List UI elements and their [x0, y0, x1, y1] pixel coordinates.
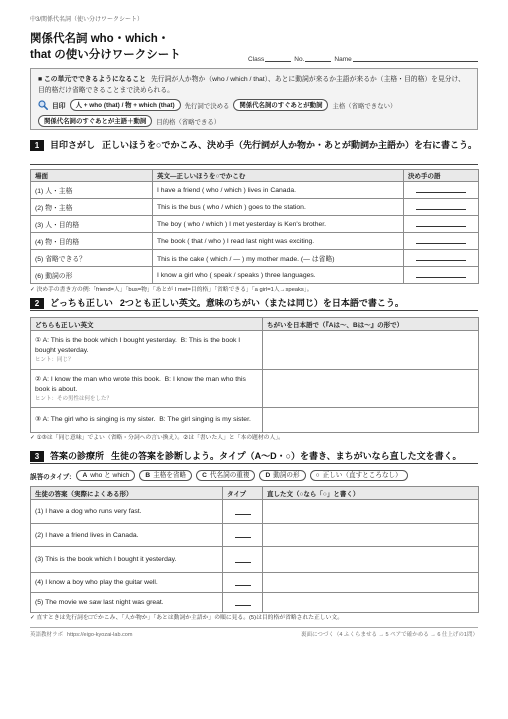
rule-pill-object-case: 関係代名詞のすぐあとが主語＋動詞: [38, 115, 152, 127]
table-header-row: [31, 487, 479, 500]
goal-heading: ■ この単元でできるようになること: [38, 76, 146, 83]
sentence-cell: This is the cake ( which / — ) my mother made. (— は省略): [153, 250, 404, 267]
table-header-row: [31, 318, 479, 331]
student-answer-cell: (5) The movie we saw last night was great.: [31, 593, 223, 613]
marker-row-2: [38, 114, 470, 128]
difference-answer-cell: [263, 370, 479, 408]
page-title: [30, 31, 245, 63]
number-label: No.: [294, 56, 305, 63]
scene-cell: (3) 人・目的格: [31, 216, 153, 233]
student-answer-cell: (2) I have a friend lives in Canada.: [31, 524, 223, 547]
answer-clinic-table: [30, 486, 479, 613]
col-header-sentence: 英文―正しいほうを○でかこむ: [153, 170, 404, 182]
deciding-word-cell: [404, 267, 479, 284]
goal-description: [38, 74, 470, 96]
sentence-cell: The boy ( who / which ) I met yesterday is Ken's brother.: [153, 216, 404, 233]
footer-url: https://eigo-kyozai-lab.com: [67, 632, 133, 638]
table-row: [31, 331, 479, 370]
sentence-pair-cell: [31, 331, 263, 370]
student-answer-cell: (1) I have a dog who runs very fast.: [31, 500, 223, 524]
error-types-label: 誤答のタイプ:: [30, 473, 72, 481]
type-cell: [223, 593, 263, 613]
table-row: [31, 547, 479, 573]
section-instruction: 生徒の答案を診断しよう。タイプ（A～D・○）を書き、まちがいなら直した文を書く。: [111, 451, 462, 461]
student-answer-cell: (4) I know a boy who play the guitar well.: [31, 573, 223, 593]
table-row: [31, 199, 479, 216]
goal-text: 先行詞が人か物か（who / which / that）、あとに動詞が来るか主語が来るか（主格・目的格）を見分け、目的格だけ省略できることまで決められる。: [38, 76, 465, 94]
answer-blank: [416, 253, 466, 261]
hint-text: ヒント：同じ？: [35, 357, 74, 363]
both-correct-table: [30, 317, 479, 433]
table-row: [31, 593, 479, 613]
title-line-1: 関係代名詞 who・which・: [30, 33, 170, 45]
type-cell: [223, 500, 263, 524]
target-search-table: [30, 169, 479, 284]
rule-pill-antecedent: 人 + who (that) / 物 + which (that): [70, 99, 181, 111]
search-icon: [38, 100, 48, 110]
corrected-sentence-cell: [263, 573, 479, 593]
marker-label: 目印: [52, 103, 66, 110]
section-title: どっちも正しい: [50, 298, 113, 308]
table-row: [31, 233, 479, 250]
scene-cell: (6) 動詞の形: [31, 267, 153, 284]
table-row: [31, 267, 479, 284]
sentence-pair: ③ A: The girl who is singing is my sister. B: The girl singing is my sister.: [35, 416, 251, 423]
sentence-pair-cell: [31, 408, 263, 433]
type-label: 代名詞の重複: [209, 472, 250, 479]
type-blank: [235, 530, 251, 538]
error-types-row: [30, 469, 478, 482]
footer-continue-text: 裏面につづく（4 ふくらませる → 5 ペアで確かめる → 6 仕上げの1問）: [301, 632, 478, 638]
answer-blank: [416, 185, 466, 193]
deciding-word-cell: [404, 216, 479, 233]
sentence-cell: I have a friend ( who / which ) lives in Canada.: [153, 182, 404, 199]
name-label: Name: [334, 56, 352, 63]
type-key: B: [145, 472, 151, 479]
marker-row: [38, 98, 470, 112]
section-title: 目印さがし: [50, 140, 96, 150]
error-type-a: [76, 470, 135, 481]
table-row: [31, 182, 479, 199]
col-header-student-answer: 生徒の答案（実際によくある形）: [31, 487, 223, 500]
type-label: who と which: [90, 472, 130, 479]
scene-cell: (1) 人・主格: [31, 182, 153, 199]
type-key: C: [202, 472, 207, 479]
section-number-badge: 3: [30, 451, 44, 462]
sentence-pair-cell: [31, 370, 263, 408]
corrected-sentence-cell: [263, 547, 479, 573]
corrected-sentence-cell: [263, 500, 479, 524]
type-label: 動詞の形: [273, 472, 300, 479]
col-header-sentence-pair: どちらも正しい英文: [31, 318, 263, 331]
table-row: [31, 573, 479, 593]
section-title: 答案の診療所: [50, 451, 105, 461]
col-header-corrected: 直した文（○なら「○」と書く）: [263, 487, 479, 500]
sentence-cell: This is the bus ( who / which ) goes to the station.: [153, 199, 404, 216]
type-cell: [223, 573, 263, 593]
section-1-note: ✓ 決め手の書き方の例:「friend=人」「bus=物」「あとが I met=目的格」「省略できる」「a girl=1人→speaks」。: [30, 287, 313, 293]
section-number-badge: 2: [30, 298, 44, 309]
difference-answer-cell: [263, 408, 479, 433]
type-blank: [235, 555, 251, 563]
scene-cell: (5) 省略できる？: [31, 250, 153, 267]
type-cell: [223, 547, 263, 573]
deciding-word-cell: [404, 250, 479, 267]
section-3-note: ✓ 直すときは先行詞を□でかこみ、「人か物か」「あとは動詞か主語か」の順に見る。(5)は目的格が省略された正しい文。: [30, 615, 344, 621]
col-header-deciding-word: 決め手の語: [404, 170, 479, 182]
error-type-correct: [310, 470, 408, 481]
scene-cell: (4) 物・目的格: [31, 233, 153, 250]
class-label: Class: [248, 56, 265, 63]
type-blank: [235, 598, 251, 606]
sentence-cell: The book ( that / who ) I read last night was exciting.: [153, 233, 404, 250]
answer-blank: [416, 202, 466, 210]
corrected-sentence-cell: [263, 593, 479, 613]
rule-desc-antecedent: 先行詞で決める: [184, 102, 230, 110]
deciding-word-cell: [404, 199, 479, 216]
footer-brand-block: [30, 632, 132, 639]
sentence-pair: ② A: I know the man who wrote this book. B: I know the man who this book is about.: [35, 375, 248, 393]
student-answer-cell: (3) This is the book which I bought it yesterday.: [31, 547, 223, 573]
section-2-header: [30, 297, 478, 311]
difference-answer-cell: [263, 331, 479, 370]
student-info-line: [248, 53, 478, 63]
name-blank: [353, 55, 478, 62]
error-type-d: [259, 470, 305, 481]
scene-cell: (2) 物・主格: [31, 199, 153, 216]
section-3-header: [30, 450, 478, 464]
table-row: [31, 250, 479, 267]
error-type-c: [196, 470, 255, 481]
section-instruction: 2つとも正しい英文。意味のちがい（または同じ）を日本語で書こう。: [119, 298, 404, 308]
deciding-word-cell: [404, 182, 479, 199]
table-row: [31, 500, 479, 524]
corrected-sentence-cell: [263, 524, 479, 547]
answer-blank: [416, 270, 466, 278]
table-row: [31, 370, 479, 408]
rule-desc-subject-case: 主格（省略できない）: [332, 102, 397, 110]
answer-blank: [416, 236, 466, 244]
table-row: [31, 408, 479, 433]
answer-blank: [416, 219, 466, 227]
type-blank: [235, 578, 251, 586]
sentence-pair: ① A: This is the book which I bought yesterday. B: This is the book I bought yesterday.: [35, 337, 243, 354]
sentence-cell: I know a girl who ( speak / speaks ) three languages.: [153, 267, 404, 284]
type-key: A: [82, 472, 88, 479]
type-label: 主格を省略: [153, 472, 187, 479]
type-blank: [235, 507, 251, 515]
hint-text: ヒント：その男性は何をした？: [35, 395, 113, 402]
col-header-scene: 場面: [31, 170, 153, 182]
col-header-difference: ちがいを日本語で（『Aは～、Bは～』の形で）: [263, 318, 479, 331]
type-key: D: [265, 472, 271, 479]
goal-box: [30, 68, 478, 130]
table-header-row: [31, 170, 479, 182]
title-line-2: that の使い分けワークシート: [30, 49, 181, 61]
page-footer: [30, 627, 478, 639]
footer-brand: 英語教材ラボ: [30, 632, 64, 638]
section-instruction: 正しいほうを○でかこみ、決め手（先行詞が人か物か・あとが動詞か主語か）を右に書こう。: [102, 140, 477, 150]
rule-desc-object-case: 目的格（省略できる）: [156, 118, 221, 126]
deciding-word-cell: [404, 233, 479, 250]
rule-pill-subject-case: 関係代名詞のすぐあとが動詞: [233, 99, 328, 111]
number-blank: [305, 55, 331, 62]
table-row: [31, 524, 479, 547]
type-label: 正しい（直すところなし）: [322, 472, 402, 479]
error-type-b: [139, 470, 192, 481]
unit-label: 中3/関係代名詞（使い分けワークシート）: [30, 17, 144, 23]
section-2-note: ✓ ①③は「同じ意味」でよい（省略・分詞への言い換え）。②は「書いた人」と「本の題材の人」。: [30, 435, 284, 441]
section-1-header: [30, 139, 478, 165]
col-header-type: タイプ: [223, 487, 263, 500]
class-blank: [265, 55, 291, 62]
type-cell: [223, 524, 263, 547]
section-number-badge: 1: [30, 140, 44, 151]
table-row: [31, 216, 479, 233]
type-key: ○: [315, 472, 320, 479]
